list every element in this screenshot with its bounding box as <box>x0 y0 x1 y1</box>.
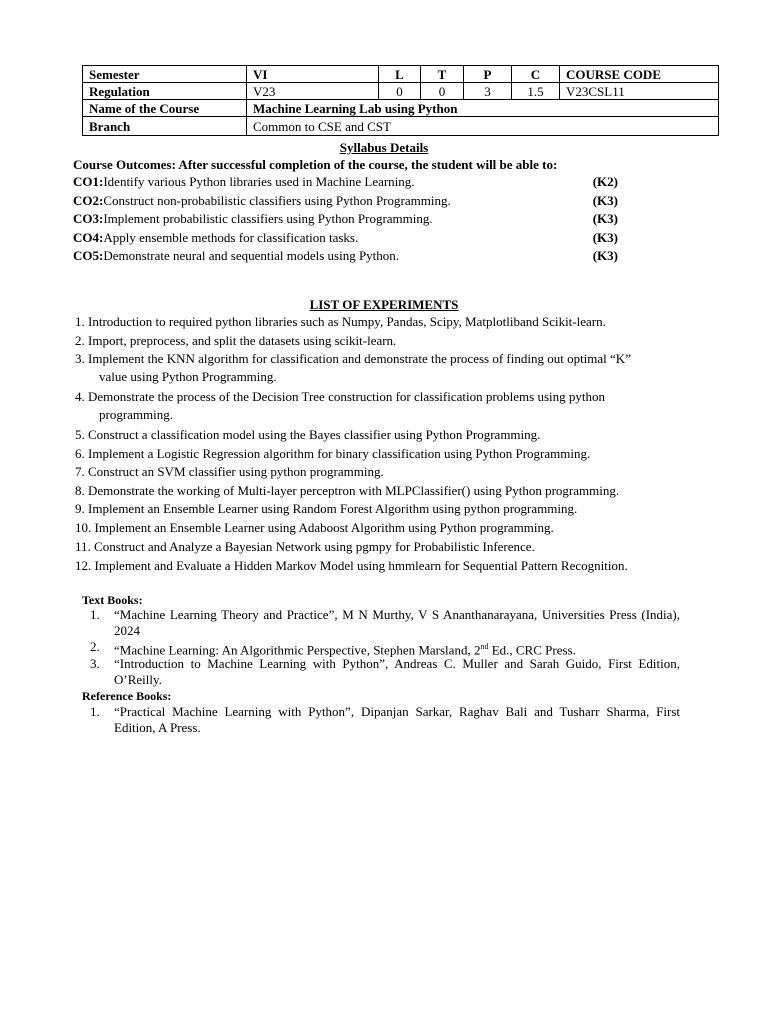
p-label: P <box>464 66 512 83</box>
outcome-code: CO1: <box>73 174 104 189</box>
text-book-text-part: Ed., CRC Press. <box>488 642 576 658</box>
reference-book-text: “Practical Machine Learning with Python”, Dipanjan Sarkar, Raghav Bali and Tusharr Sharma, First Edition, A Press. <box>114 704 680 735</box>
experiment-text: 2. Import, preprocess, and split the datasets using scikit-learn. <box>75 333 397 348</box>
text-book-item <box>90 607 680 639</box>
course-code-label: COURSE CODE <box>560 66 719 83</box>
course-name-label: Name of the Course <box>83 100 247 117</box>
experiments-title: LIST OF EXPERIMENTS <box>309 297 459 312</box>
t-label: T <box>421 66 464 83</box>
syllabus-title: Syllabus Details <box>339 140 429 155</box>
text-book-sup: nd <box>480 642 489 651</box>
outcome-code: CO3: <box>73 211 104 226</box>
experiment-item <box>75 426 679 444</box>
text-book-text-part: “Machine Learning: An Algorithmic Perspective, Stephen Marsland, 2 <box>114 642 481 658</box>
experiment-item <box>75 313 679 331</box>
outcome-level: (K3) <box>592 230 618 245</box>
experiment-item <box>75 500 679 518</box>
experiment-item <box>75 388 679 424</box>
experiment-text: 3. Implement the KNN algorithm for classification and demonstrate the process of finding out optimal “K” <box>75 351 631 366</box>
text-books-title: Text Books: <box>82 593 143 607</box>
outcome-text: Apply ensemble methods for classification tasks. <box>103 230 359 245</box>
experiment-text-continued: programming. <box>99 407 174 422</box>
text-book-item <box>90 656 680 688</box>
experiment-text: 1. Introduction to required python libraries such as Numpy, Pandas, Scipy, Matplotliband Scikit-learn. <box>75 314 606 329</box>
outcome-level: (K2) <box>592 174 618 189</box>
outcomes-intro: Course Outcomes: After successful completion of the course, the student will be able to: <box>73 157 558 172</box>
semester-label: Semester <box>83 66 247 83</box>
branch-value: Common to CSE and CST <box>247 117 719 136</box>
experiment-text: 5. Construct a classification model using the Bayes classifier using Python Programming. <box>75 427 541 442</box>
experiment-text: 6. Implement a Logistic Regression algorithm for binary classification using Python Programming. <box>75 446 591 461</box>
l-label: L <box>379 66 421 83</box>
outcome-text: Construct non-probabilistic classifiers using Python Programming. <box>103 193 451 208</box>
course-header-table <box>82 65 719 136</box>
experiment-item <box>75 482 679 500</box>
experiment-text: 4. Demonstrate the process of the Decision Tree construction for classification problems using python <box>75 389 606 404</box>
outcome-level: (K3) <box>592 248 618 263</box>
regulation-label: Regulation <box>83 83 247 100</box>
c-value: 1.5 <box>512 83 560 100</box>
outcome-text: Identify various Python libraries used in Machine Learning. <box>103 174 415 189</box>
experiment-item <box>75 445 679 463</box>
experiment-item <box>75 538 679 556</box>
outcome-code: CO4: <box>73 230 104 245</box>
regulation-value: V23 <box>247 83 379 100</box>
branch-label: Branch <box>83 117 247 136</box>
course-name-value: Machine Learning Lab using Python <box>247 100 719 117</box>
outcome-level: (K3) <box>592 211 618 226</box>
p-value: 3 <box>464 83 512 100</box>
experiment-text: 9. Implement an Ensemble Learner using Random Forest Algorithm using python programming. <box>75 501 578 516</box>
experiment-text: 10. Implement an Ensemble Learner using Adaboost Algorithm using Python programming. <box>75 520 554 535</box>
experiment-text: 8. Demonstrate the working of Multi-layer perceptron with MLPClassifier() using Python programming. <box>75 483 620 498</box>
text-book-text: “Machine Learning Theory and Practice”, M N Murthy, V S Ananthanarayana, Universities Press (India), 2024 <box>114 607 680 638</box>
t-value: 0 <box>421 83 464 100</box>
text-book-number: 1. <box>90 607 100 622</box>
experiment-item <box>75 350 679 386</box>
outcome-item <box>73 211 618 227</box>
reference-book-item <box>90 704 680 736</box>
outcome-item <box>73 230 618 246</box>
experiment-item <box>75 519 679 537</box>
experiment-text-continued: value using Python Programming. <box>99 369 277 384</box>
experiment-item <box>75 332 679 350</box>
text-book-number: 3. <box>90 656 100 671</box>
outcome-code: CO2: <box>73 193 104 208</box>
course-code-value: V23CSL11 <box>560 83 719 100</box>
text-book-number: 2. <box>90 639 100 654</box>
c-label: C <box>512 66 560 83</box>
outcome-code: CO5: <box>73 248 104 263</box>
outcome-item <box>73 174 618 190</box>
outcome-text: Implement probabilistic classifiers using Python Programming. <box>103 211 433 226</box>
reference-book-number: 1. <box>90 704 100 719</box>
text-book-text: “Introduction to Machine Learning with Python”, Andreas C. Muller and Sarah Guido, First Edition, O’Reilly. <box>114 656 680 687</box>
reference-books-title: Reference Books: <box>82 689 172 703</box>
experiment-text: 7. Construct an SVM classifier using python programming. <box>75 464 384 479</box>
experiment-text: 11. Construct and Analyze a Bayesian Network using pgmpy for Probabilistic Inference. <box>75 539 535 554</box>
experiment-text: 12. Implement and Evaluate a Hidden Markov Model using hmmlearn for Sequential Pattern Recognition. <box>75 558 628 573</box>
experiment-item <box>75 463 679 481</box>
outcome-level: (K3) <box>592 193 618 208</box>
outcome-item <box>73 248 618 264</box>
semester-value: VI <box>247 66 379 83</box>
experiment-item <box>75 557 679 575</box>
outcome-text: Demonstrate neural and sequential models using Python. <box>103 248 400 263</box>
outcome-item <box>73 193 618 209</box>
l-value: 0 <box>379 83 421 100</box>
